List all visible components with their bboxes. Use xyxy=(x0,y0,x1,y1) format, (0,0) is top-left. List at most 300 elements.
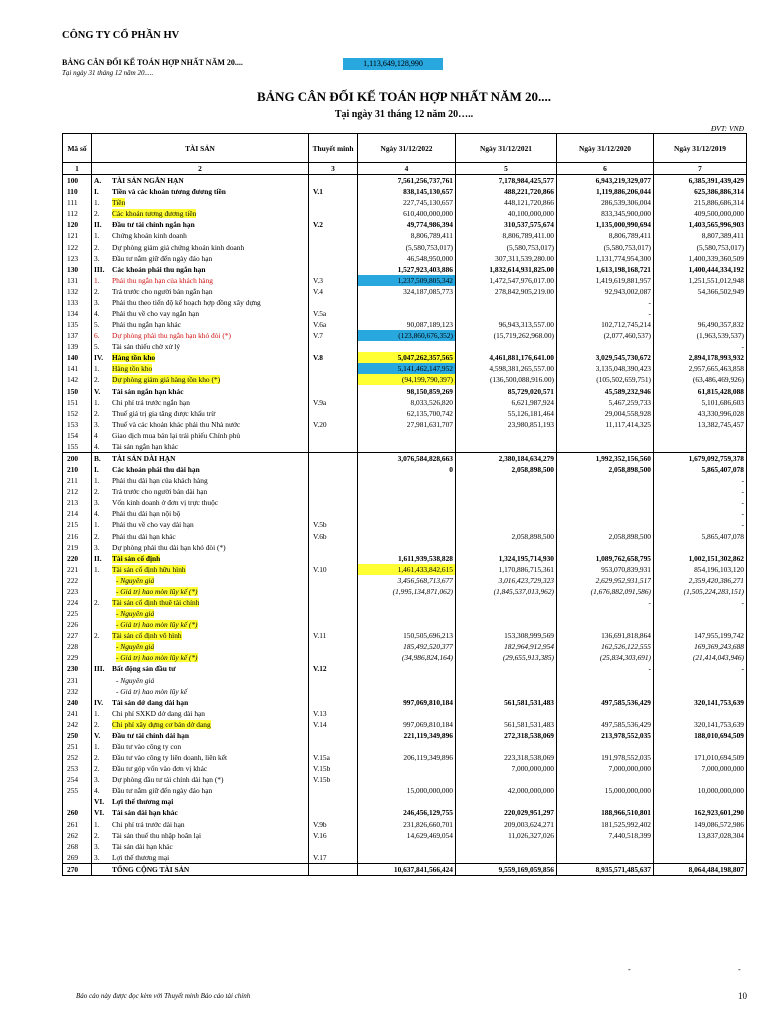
row-value-2021: 220,029,951,297 xyxy=(456,807,557,818)
colnum-1: 1 xyxy=(63,163,92,175)
row-note xyxy=(309,441,358,453)
row-value-2022 xyxy=(358,519,456,530)
table-row xyxy=(63,219,747,230)
row-label xyxy=(92,641,309,652)
row-value-2020: 1,135,000,990,694 xyxy=(557,219,654,230)
row-value-2019: 43,330,996,028 xyxy=(654,408,747,419)
row-value-2022: (94,199,790,397) xyxy=(358,374,456,385)
row-note xyxy=(309,430,358,441)
row-value-2021: 11,026,327,026 xyxy=(456,830,557,841)
row-value-2022 xyxy=(358,531,456,542)
table-row xyxy=(63,719,747,730)
row-note xyxy=(309,597,358,608)
row-label xyxy=(92,497,309,508)
row-note xyxy=(309,508,358,519)
row-label xyxy=(92,486,309,497)
table-row xyxy=(63,796,747,807)
row-note xyxy=(309,385,358,396)
table-row xyxy=(63,208,747,219)
row-index: 4. xyxy=(94,509,100,519)
row-value-2020: 3,135,048,390,423 xyxy=(557,363,654,374)
row-label-text: Tài sản cố định hữu hình xyxy=(112,564,186,574)
row-note xyxy=(309,675,358,686)
row-value-2019: 2,894,178,993,932 xyxy=(654,352,747,363)
row-value-2022: 5,047,262,357,565 xyxy=(358,352,456,363)
row-value-2020 xyxy=(557,796,654,807)
row-value-2020 xyxy=(557,486,654,497)
row-value-2022: 610,400,000,000 xyxy=(358,208,456,219)
row-note: V.17 xyxy=(309,852,358,864)
row-value-2022: 324,187,085,773 xyxy=(358,286,456,297)
row-value-2021: 307,311,539,280.00 xyxy=(456,253,557,264)
row-value-2020 xyxy=(557,608,654,619)
row-code: 226 xyxy=(63,619,92,630)
row-note: V.5b xyxy=(309,519,358,530)
row-code: 211 xyxy=(63,475,92,486)
row-value-2020: (25,834,303,691) xyxy=(557,652,654,663)
row-index: 4. xyxy=(94,441,100,451)
row-value-2019: - xyxy=(654,475,747,486)
row-index: 1. xyxy=(94,476,100,486)
row-code: 254 xyxy=(63,774,92,785)
row-value-2020 xyxy=(557,774,654,785)
table-row xyxy=(63,275,747,286)
row-value-2021 xyxy=(456,686,557,697)
row-label xyxy=(92,663,309,674)
row-label-text: Đầu tư tài chính ngắn hạn xyxy=(112,220,195,230)
table-row xyxy=(63,486,747,497)
row-index: VI. xyxy=(94,797,105,807)
table-row xyxy=(63,619,747,630)
row-index: 2. xyxy=(94,598,100,607)
row-label-text: Phải thu dài hạn khác xyxy=(112,531,176,541)
table-row xyxy=(63,819,747,830)
table-row xyxy=(63,519,747,530)
row-code: 223 xyxy=(63,586,92,597)
row-value-2022: (5,580,753,017) xyxy=(358,241,456,252)
table-row xyxy=(63,763,747,774)
row-note xyxy=(309,297,358,308)
row-label xyxy=(92,608,309,619)
row-value-2019: - xyxy=(654,486,747,497)
row-index: 5. xyxy=(94,342,100,352)
row-label-text: Phải thu ngắn hạn của khách hàng xyxy=(112,275,213,285)
row-value-2019: (1,505,224,283,151) xyxy=(654,586,747,597)
row-note: V.9a xyxy=(309,397,358,408)
row-code: 122 xyxy=(63,241,92,252)
row-label-text: Đầu tư tài chính dài hạn xyxy=(112,730,189,740)
row-value-2021: 40,100,000,000 xyxy=(456,208,557,219)
row-value-2019: 625,386,886,314 xyxy=(654,186,747,197)
row-label-text: Dự phòng giảm giá chứng khoán kinh doanh xyxy=(112,242,245,252)
row-note: V.16 xyxy=(309,830,358,841)
row-label-text: Giao dịch mua bán lại trái phiếu Chính phủ xyxy=(112,430,241,440)
row-label xyxy=(92,430,309,441)
row-value-2019 xyxy=(654,542,747,553)
row-code: 228 xyxy=(63,641,92,652)
row-label-text: - Nguyên giá xyxy=(116,609,155,619)
row-label xyxy=(92,852,309,864)
row-note xyxy=(309,785,358,796)
row-label xyxy=(92,297,309,308)
row-value-2020: 2,629,952,931,517 xyxy=(557,575,654,586)
row-label-text: Tài sản cố định vô hình xyxy=(112,631,182,641)
row-code: 268 xyxy=(63,841,92,852)
row-label-text: Đầu tư nắm giữ đến ngày đáo hạn xyxy=(112,786,213,796)
row-value-2021: 182,964,912,954 xyxy=(456,641,557,652)
row-value-2019 xyxy=(654,841,747,852)
row-value-2021: 209,003,624,271 xyxy=(456,819,557,830)
row-index: 2. xyxy=(94,487,100,497)
row-value-2021 xyxy=(456,341,557,352)
row-value-2022 xyxy=(358,430,456,441)
row-label xyxy=(92,564,309,575)
row-label xyxy=(92,408,309,419)
row-label-text: Đầu tư nắm giữ đến ngày đáo hạn xyxy=(112,253,213,263)
row-value-2020: 3,029,545,730,672 xyxy=(557,352,654,363)
row-index: 1. xyxy=(94,275,100,285)
row-value-2020: - xyxy=(557,663,654,674)
row-index: 1. xyxy=(94,520,100,530)
row-label-text: TÀI SẢN DÀI HẠN xyxy=(112,453,176,463)
row-code: 150 xyxy=(63,385,92,396)
row-value-2022: 185,492,520,377 xyxy=(358,641,456,652)
table-row xyxy=(63,397,747,408)
row-label xyxy=(92,774,309,785)
row-value-2020: (2,077,460,537) xyxy=(557,330,654,341)
row-index: I. xyxy=(94,187,99,197)
row-value-2021: 272,318,538,069 xyxy=(456,730,557,741)
row-code: 130 xyxy=(63,264,92,275)
row-value-2020: 15,000,000,000 xyxy=(557,785,654,796)
row-label-text: Hàng tồn kho xyxy=(112,353,156,363)
row-value-2022: 8,033,526,820 xyxy=(358,397,456,408)
row-index: V. xyxy=(94,730,101,740)
row-value-2019: 7,000,000,000 xyxy=(654,763,747,774)
table-row xyxy=(63,374,747,385)
row-label xyxy=(92,308,309,319)
row-index: 1. xyxy=(94,198,100,208)
row-value-2021: 4,598,381,265,557.00 xyxy=(456,363,557,374)
row-note: V.10 xyxy=(309,564,358,575)
row-note: V.6b xyxy=(309,531,358,542)
row-value-2022: 27,981,631,707 xyxy=(358,419,456,430)
table-row xyxy=(63,330,747,341)
row-value-2019 xyxy=(654,308,747,319)
row-label xyxy=(92,175,309,187)
row-label xyxy=(92,464,309,475)
table-row xyxy=(63,408,747,419)
row-code: 230 xyxy=(63,663,92,674)
row-value-2019 xyxy=(654,708,747,719)
row-code: 100 xyxy=(63,175,92,187)
row-label-text: Tài sản ngắn hạn khác xyxy=(112,386,184,396)
row-value-2019: 320,141,753,639 xyxy=(654,719,747,730)
row-label xyxy=(92,374,309,385)
row-value-2022: (1,995,134,871,062) xyxy=(358,586,456,597)
row-value-2019: - xyxy=(654,663,747,674)
col-2019: Ngày 31/12/2019 xyxy=(654,134,747,163)
row-index: 1. xyxy=(94,397,100,407)
row-code: 261 xyxy=(63,819,92,830)
row-label xyxy=(92,363,309,374)
row-value-2019: 320,141,753,639 xyxy=(654,697,747,708)
row-value-2022: 231,826,660,701 xyxy=(358,819,456,830)
small-date: Tại ngày 31 tháng 12 năm 20..... xyxy=(62,69,154,77)
row-value-2019: 162,923,601,290 xyxy=(654,807,747,818)
row-code: 151 xyxy=(63,397,92,408)
row-note xyxy=(309,452,358,464)
table-row xyxy=(63,652,747,663)
table-row xyxy=(63,475,747,486)
row-value-2019: - xyxy=(654,519,747,530)
row-index: II. xyxy=(94,220,102,230)
row-value-2021: 2,058,898,500 xyxy=(456,531,557,542)
row-value-2019: - xyxy=(654,341,747,352)
row-value-2020 xyxy=(557,430,654,441)
row-value-2019: 54,366,502,949 xyxy=(654,286,747,297)
row-label-text: Chi phí trả trước dài hạn xyxy=(112,819,185,829)
row-value-2021: 4,461,881,176,641.00 xyxy=(456,352,557,363)
row-index: 2. xyxy=(94,375,100,385)
row-label-text: Dự phòng phải thu dài hạn khó đòi (*) xyxy=(112,542,226,552)
row-index: 3. xyxy=(94,841,100,851)
row-value-2020: 188,966,510,801 xyxy=(557,807,654,818)
row-value-2020 xyxy=(557,542,654,553)
table-row xyxy=(63,630,747,641)
row-value-2020: 2,058,898,500 xyxy=(557,531,654,542)
row-label-text: Các khoản phải thu dài hạn xyxy=(112,465,200,475)
row-value-2020: 1,119,886,206,044 xyxy=(557,186,654,197)
row-value-2021: 7,000,000,000 xyxy=(456,763,557,774)
row-label-text: Tài sản dở dang dài hạn xyxy=(112,697,189,707)
row-value-2020: (105,502,659,751) xyxy=(557,374,654,385)
row-label-text: Dự phòng giảm giá hàng tồn kho (*) xyxy=(112,375,221,385)
row-label xyxy=(92,230,309,241)
row-label xyxy=(92,519,309,530)
row-index: 2. xyxy=(94,719,100,729)
row-label xyxy=(92,441,309,453)
colnum-2: 2 xyxy=(92,163,309,175)
row-value-2022: (34,986,824,164) xyxy=(358,652,456,663)
row-value-2019: (1,963,539,537) xyxy=(654,330,747,341)
row-value-2021: (15,719,262,968.00) xyxy=(456,330,557,341)
row-value-2020: 5,467,259,733 xyxy=(557,397,654,408)
row-code: 140 xyxy=(63,352,92,363)
row-code: 213 xyxy=(63,497,92,508)
row-index: II. xyxy=(94,553,102,563)
row-label xyxy=(92,508,309,519)
row-value-2022: 206,119,349,896 xyxy=(358,752,456,763)
row-code: 240 xyxy=(63,697,92,708)
after-total-dash-1: - xyxy=(628,965,631,974)
row-value-2020: 286,539,306,004 xyxy=(557,197,654,208)
row-value-2021 xyxy=(456,475,557,486)
row-value-2021 xyxy=(456,497,557,508)
row-index: A. xyxy=(94,176,102,186)
row-value-2019: 149,086,572,986 xyxy=(654,819,747,830)
row-value-2020: 191,978,552,035 xyxy=(557,752,654,763)
row-value-2021: 1,472,547,976,017.00 xyxy=(456,275,557,286)
table-row xyxy=(63,542,747,553)
row-label xyxy=(92,341,309,352)
row-label-text: Phải thu dài hạn nội bộ xyxy=(112,509,181,519)
row-value-2021 xyxy=(456,441,557,453)
row-note xyxy=(309,408,358,419)
row-value-2020: 7,440,518,399 xyxy=(557,830,654,841)
row-code: 141 xyxy=(63,363,92,374)
row-value-2021: 96,943,313,557.00 xyxy=(456,319,557,330)
row-value-2022 xyxy=(358,542,456,553)
row-value-2020: 29,004,558,928 xyxy=(557,408,654,419)
table-row xyxy=(63,241,747,252)
row-index: 6. xyxy=(94,331,100,341)
row-value-2019: 409,500,000,000 xyxy=(654,208,747,219)
row-label xyxy=(92,542,309,553)
row-index: I. xyxy=(94,465,99,475)
row-code: 250 xyxy=(63,730,92,741)
row-index: 4. xyxy=(94,308,100,318)
header-row xyxy=(63,134,747,163)
row-label-text: Tài sản cố định thuê tài chính xyxy=(112,598,200,607)
row-value-2021 xyxy=(456,741,557,752)
row-value-2021: (5,580,753,017) xyxy=(456,241,557,252)
row-label xyxy=(92,796,309,807)
row-value-2020: 1,419,619,881,957 xyxy=(557,275,654,286)
row-code: 262 xyxy=(63,830,92,841)
row-value-2022 xyxy=(358,763,456,774)
row-code: 210 xyxy=(63,464,92,475)
row-note: V.1 xyxy=(309,186,358,197)
row-label xyxy=(92,708,309,719)
row-note: V.2 xyxy=(309,219,358,230)
row-value-2021 xyxy=(456,430,557,441)
row-value-2022 xyxy=(358,497,456,508)
row-label xyxy=(92,253,309,264)
row-index: IV. xyxy=(94,353,104,363)
row-value-2022: 8,806,789,411 xyxy=(358,230,456,241)
row-label-text: - Nguyên giá xyxy=(116,642,155,652)
row-value-2019: 13,382,745,457 xyxy=(654,419,747,430)
row-value-2020 xyxy=(557,341,654,352)
table-row xyxy=(63,497,747,508)
row-note: V.15b xyxy=(309,763,358,774)
row-value-2022 xyxy=(358,686,456,697)
row-label-text: Các khoản tương đương tiền xyxy=(112,209,197,219)
company-name: CÔNG TY CỔ PHẦN HV xyxy=(62,30,180,41)
row-value-2021 xyxy=(456,519,557,530)
row-code: 133 xyxy=(63,297,92,308)
row-note xyxy=(309,363,358,374)
row-label xyxy=(92,597,309,608)
row-value-2019: (5,580,753,017) xyxy=(654,241,747,252)
row-value-2020 xyxy=(557,741,654,752)
row-note: V.12 xyxy=(309,663,358,674)
row-note xyxy=(309,208,358,219)
row-note: V.4 xyxy=(309,286,358,297)
row-value-2022 xyxy=(358,663,456,674)
row-note xyxy=(309,553,358,564)
row-code: 270 xyxy=(63,863,92,875)
row-value-2021: 9,559,169,059,856 xyxy=(456,863,557,875)
row-label xyxy=(92,352,309,363)
row-note: V.7 xyxy=(309,330,358,341)
row-note: V.13 xyxy=(309,708,358,719)
row-label-text: Phải thu về cho vay dài hạn xyxy=(112,520,194,530)
row-code: 224 xyxy=(63,597,92,608)
row-value-2021 xyxy=(456,852,557,864)
row-label xyxy=(92,741,309,752)
row-value-2021: 561,581,531,483 xyxy=(456,719,557,730)
table-row xyxy=(63,308,747,319)
row-value-2021: (1,845,537,013,962) xyxy=(456,586,557,597)
row-index: 1. xyxy=(94,231,100,241)
table-row xyxy=(63,230,747,241)
row-value-2021 xyxy=(456,663,557,674)
row-value-2022: 15,000,000,000 xyxy=(358,785,456,796)
row-note xyxy=(309,230,358,241)
row-code: 260 xyxy=(63,807,92,818)
row-label xyxy=(92,675,309,686)
row-code: 251 xyxy=(63,741,92,752)
table-row xyxy=(63,686,747,697)
row-value-2021 xyxy=(456,675,557,686)
row-value-2021: 6,621,987,924 xyxy=(456,397,557,408)
row-value-2020 xyxy=(557,441,654,453)
col-2021: Ngày 31/12/2021 xyxy=(456,134,557,163)
row-value-2019: 8,807,389,411 xyxy=(654,230,747,241)
row-value-2020: 8,806,789,411 xyxy=(557,230,654,241)
row-value-2021: 448,121,720,866 xyxy=(456,197,557,208)
row-value-2022: 10,637,841,566,424 xyxy=(358,863,456,875)
row-label-text: Các khoản phải thu ngắn hạn xyxy=(112,264,206,274)
row-label-text: Dự phòng đầu tư tài chính dài hạn (*) xyxy=(112,775,224,785)
row-note xyxy=(309,586,358,597)
row-note xyxy=(309,619,358,630)
row-value-2022 xyxy=(358,852,456,864)
row-value-2020: 213,978,552,035 xyxy=(557,730,654,741)
table-row xyxy=(63,863,747,875)
table-row xyxy=(63,264,747,275)
colnum-7: 7 xyxy=(654,163,747,175)
row-label xyxy=(92,830,309,841)
col-2022: Ngày 31/12/2022 xyxy=(358,134,456,163)
row-index: 3. xyxy=(94,297,100,307)
row-value-2019: 215,886,686,314 xyxy=(654,197,747,208)
row-value-2019: 8,064,484,198,807 xyxy=(654,863,747,875)
table-row xyxy=(63,363,747,374)
row-label xyxy=(92,286,309,297)
row-label xyxy=(92,385,309,396)
row-value-2022: 997,069,810,184 xyxy=(358,719,456,730)
table-row xyxy=(63,586,747,597)
row-label-text: Lợi thế thương mại xyxy=(112,797,174,807)
row-index: IV. xyxy=(94,697,104,707)
table-row xyxy=(63,663,747,674)
row-code: 255 xyxy=(63,785,92,796)
row-code: 214 xyxy=(63,508,92,519)
row-index: B. xyxy=(94,453,101,463)
row-label xyxy=(92,330,309,341)
row-code: 154 xyxy=(63,430,92,441)
unit-label: ĐVT: VNĐ xyxy=(710,124,744,133)
row-value-2021: 8,806,789,411.00 xyxy=(456,230,557,241)
row-label xyxy=(92,219,309,230)
row-note xyxy=(309,807,358,818)
row-value-2021: 55,126,181,464 xyxy=(456,408,557,419)
row-value-2019: 169,369,243,688 xyxy=(654,641,747,652)
row-label-text: Phải thu theo tiến độ kế hoạch hợp đồng xây dựng xyxy=(112,297,261,307)
